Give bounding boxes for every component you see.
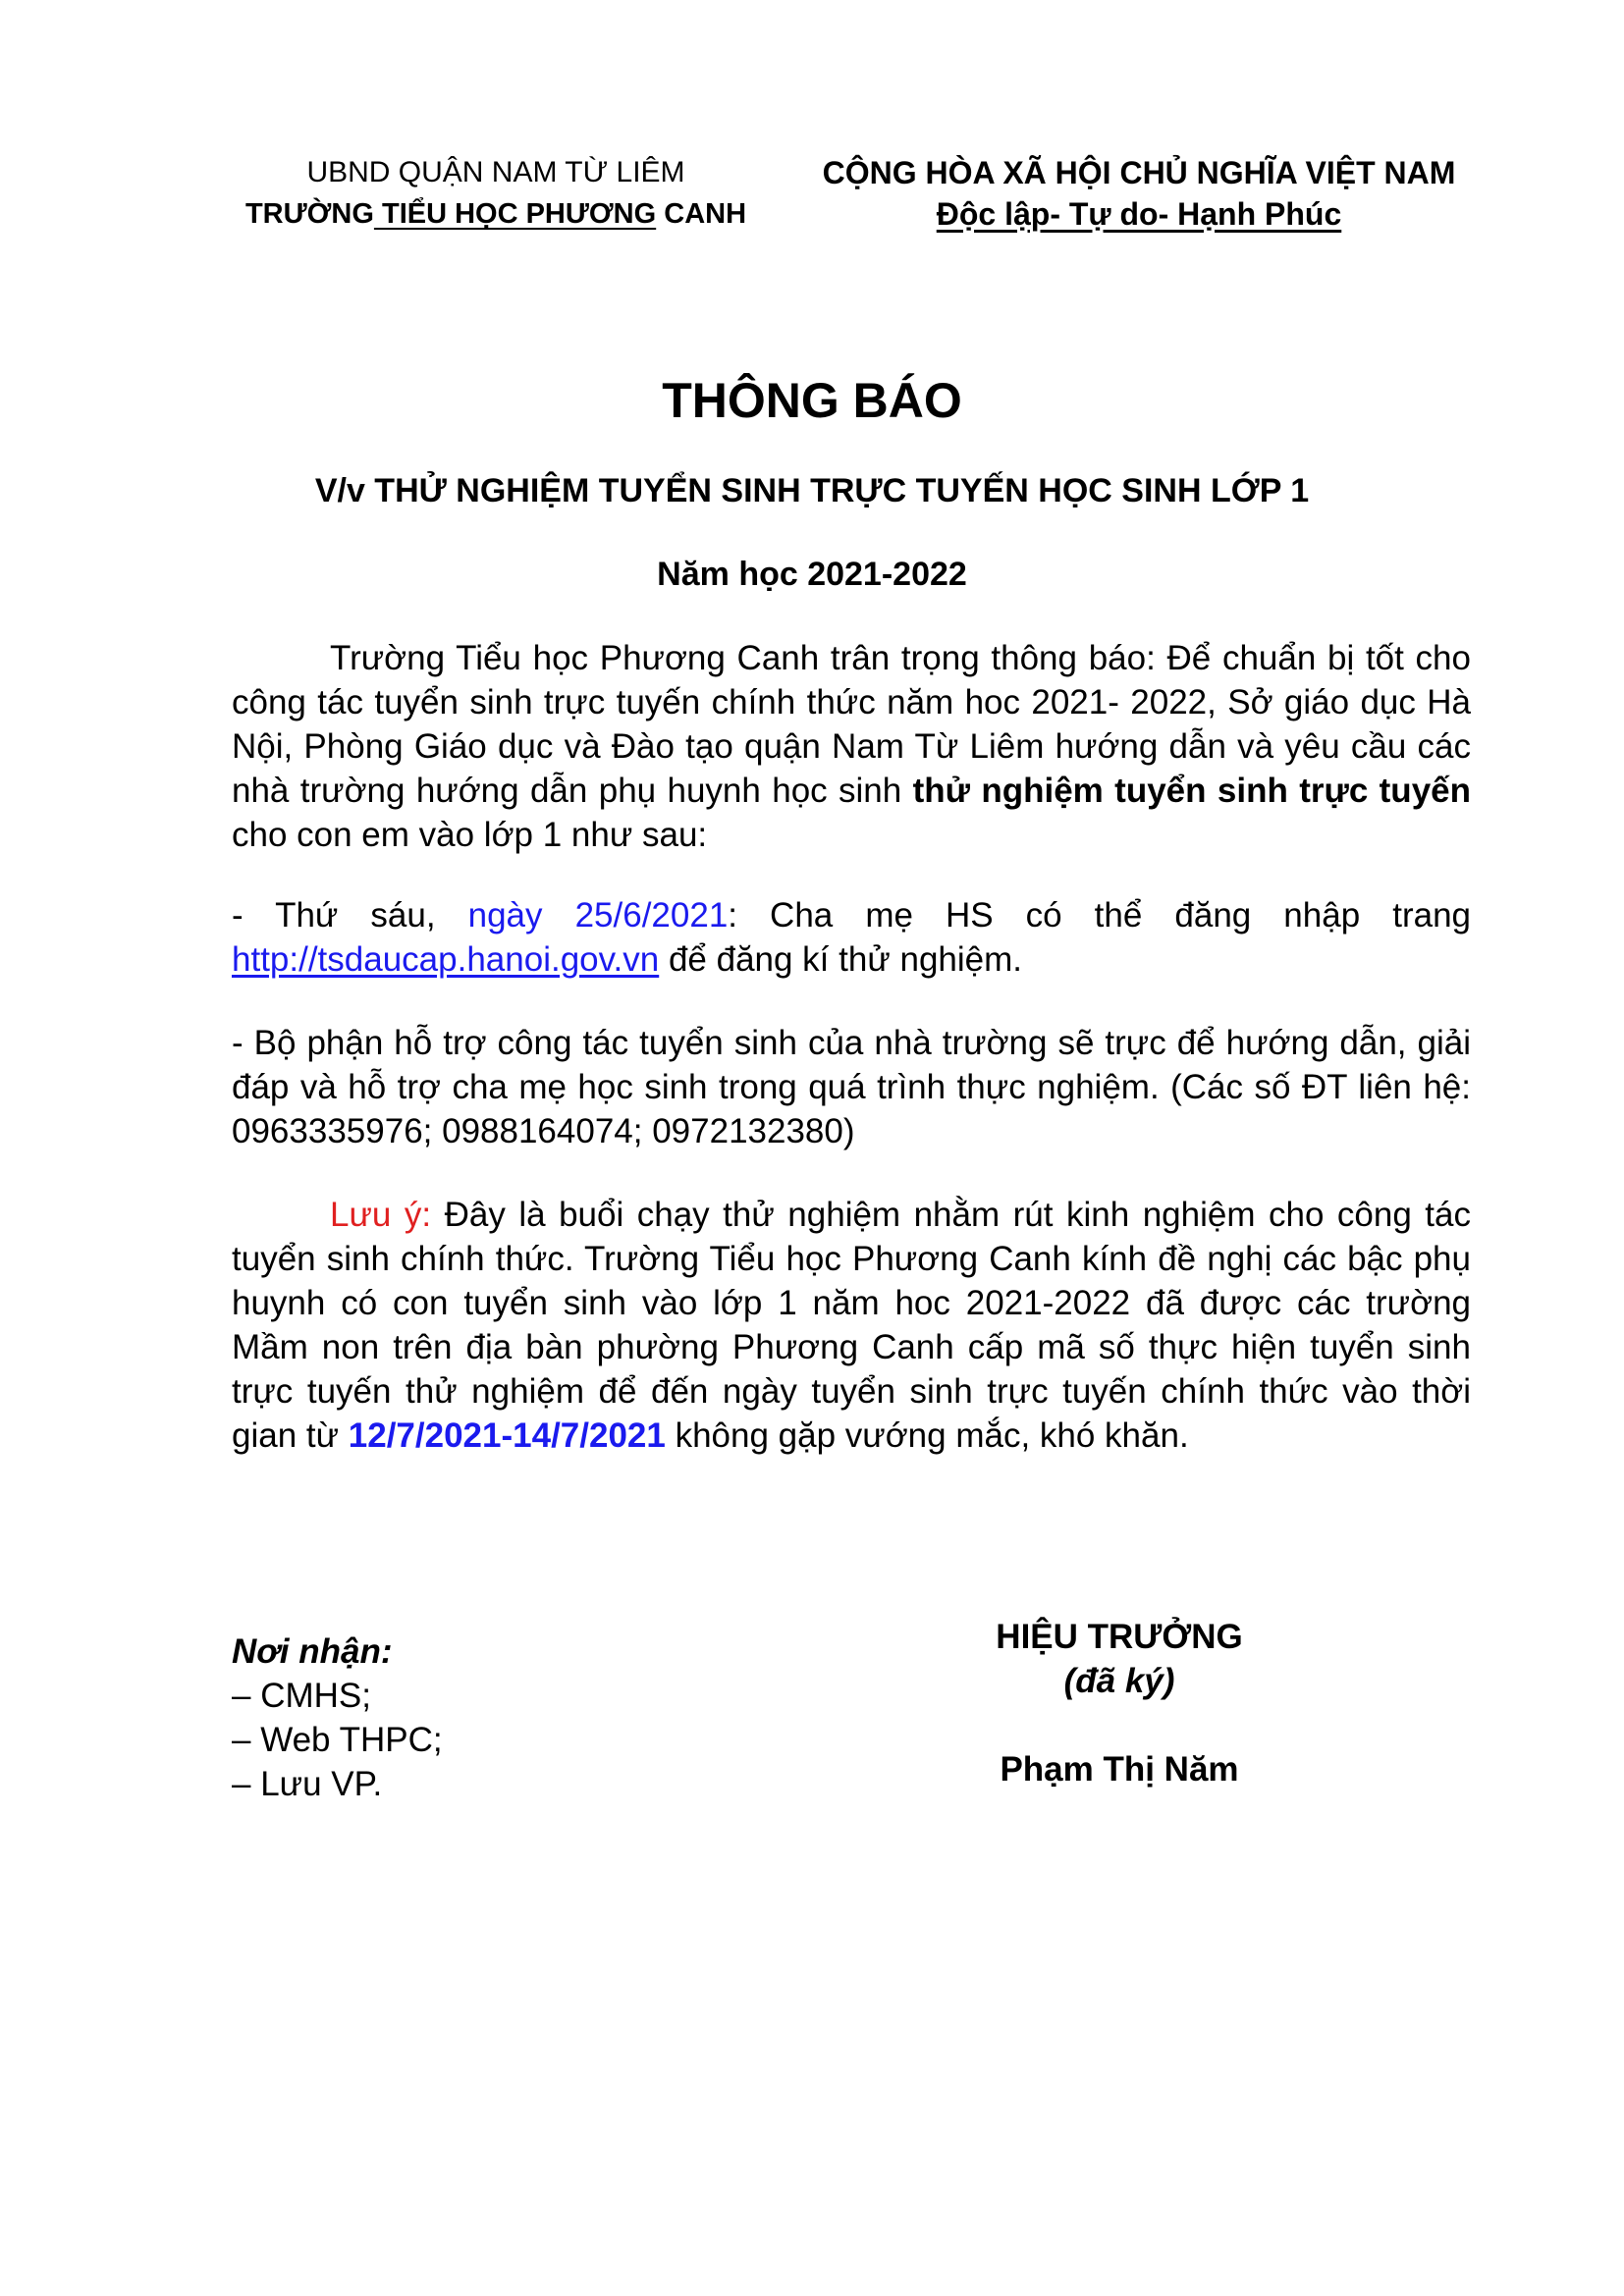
- national-motto: Độc lập- Tự do- Hạnh Phúc: [936, 196, 1342, 232]
- signer-name: Phạm Thị Năm: [1000, 1750, 1239, 1789]
- schedule-prefix: - Thứ sáu,: [232, 896, 468, 934]
- intro-emphasis: thử nghiệm tuyển sinh trực tuyến: [912, 772, 1472, 810]
- schedule-text-end: để đăng kí thử nghiệm.: [659, 940, 1022, 979]
- school-year: Năm học 2021-2022: [657, 556, 967, 593]
- national-name: CỘNG HÒA XÃ HỘI CHỦ NGHĨA VIỆT NAM: [822, 155, 1456, 190]
- note-text: Đây là buổi chạy thử nghiệm nhằm rút kinh nghiệm cho công tác tuyển sinh chính thức. Trường Tiểu học Phương Canh kính đề nghị các bậc phụ huynh có con tuyển sinh vào lớp 1 năm hoc 2021-2022 đã được các trường Mầm non trên địa bàn phường Phương Canh cấp mã số thực hiện tuyển sinh trực tuyến thử nghiệm để đến ngày tuyển sinh trực tuyến chính thức vào thời gian từ: [232, 1196, 1471, 1455]
- issuer-block: [216, 152, 776, 235]
- issuer-school: [216, 193, 776, 235]
- signature-status: (đã ký): [1063, 1662, 1175, 1700]
- note-text-end: không gặp vướng mắc, khó khăn.: [665, 1416, 1189, 1455]
- document-title: THÔNG BÁO: [662, 373, 962, 428]
- national-header: [776, 152, 1502, 235]
- recipients-title: Nơi nhận:: [232, 1632, 393, 1671]
- issuer-school-part1: TRƯỜNG: [244, 198, 374, 230]
- signer-position: HIỆU TRƯỞNG: [996, 1618, 1243, 1656]
- issuer-school-part3: CANH: [656, 198, 747, 230]
- issuer-school-part2: TIỂU HỌC PHƯƠNG: [373, 198, 657, 230]
- issuer-district: UBND QUẬN NAM TỪ LIÊM: [306, 156, 685, 188]
- recipient-item: – Lưu VP.: [232, 1765, 383, 1803]
- recipient-item: – CMHS;: [232, 1677, 371, 1715]
- paragraph-support: - Bộ phận hỗ trợ công tác tuyển sinh của nhà trường sẽ trực để hướng dẫn, giải đáp và hỗ trợ cha mẹ học sinh trong quá trình thực nghiệm. (Các số ĐT liên hệ: 0963335976; 0988164074; 0972132380): [232, 1024, 1471, 1150]
- recipient-item: – Web THPC;: [232, 1721, 443, 1759]
- intro-text-end: cho con em vào lớp 1 như sau:: [232, 816, 708, 854]
- official-date-range: 12/7/2021-14/7/2021: [348, 1416, 666, 1455]
- recipients-block: [232, 1629, 723, 1806]
- paragraph-schedule: [232, 893, 1471, 982]
- document-subject: V/v THỬ NGHIỆM TUYỂN SINH TRỰC TUYẾN HỌC SINH LỚP 1: [314, 472, 1310, 509]
- paragraph-intro: [232, 636, 1471, 857]
- registration-link[interactable]: http://tsdaucap.hanoi.gov.vn: [232, 940, 660, 979]
- signature-block: [884, 1615, 1355, 1791]
- intro-text: Trường Tiểu học Phương Canh trân trọng thông báo: Để chuẩn bị tốt cho công tác tuyển sinh trực tuyến chính thức năm hoc 2021- 2022, Sở giáo dục Hà Nội, Phòng Giáo dục và Đào tạo quận Nam Từ Liêm hướng dẫn và yêu cầu các nhà trường hướng dẫn phụ huynh học sinh: [232, 639, 1471, 810]
- schedule-text: : Cha mẹ HS có thể đăng nhập trang: [728, 896, 1471, 934]
- schedule-date: ngày 25/6/2021: [467, 896, 729, 934]
- note-label: Lưu ý:: [330, 1196, 432, 1234]
- paragraph-note: [232, 1193, 1471, 1458]
